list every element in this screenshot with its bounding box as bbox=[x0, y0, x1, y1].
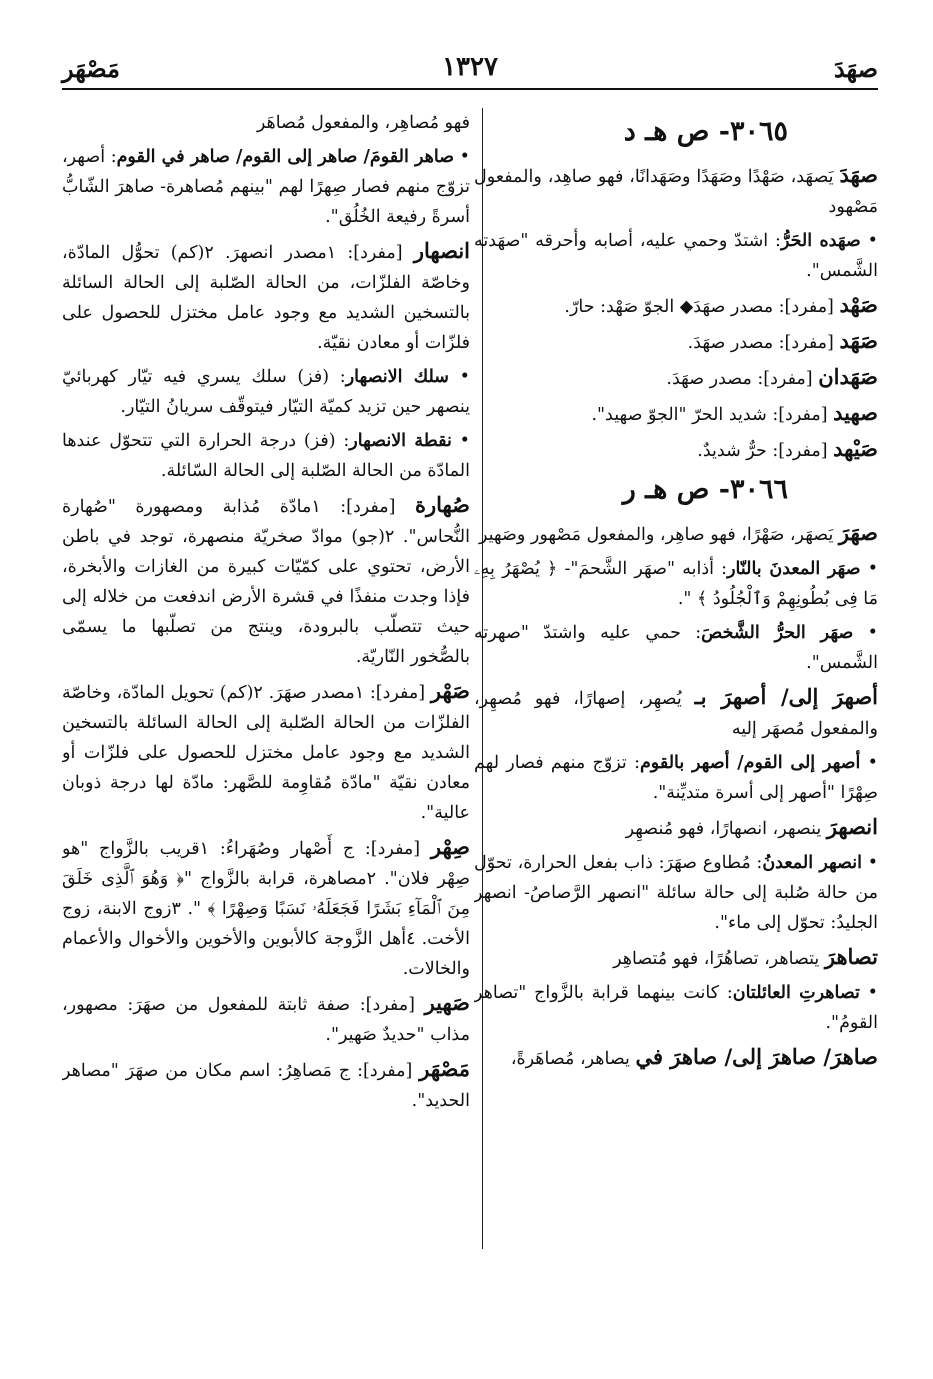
sense-phrase: سلك الانصهار bbox=[345, 367, 449, 387]
entry-sahad bbox=[474, 326, 878, 358]
entry-sayhad bbox=[474, 434, 878, 466]
definition: [مفرد]: شديد الحرّ "الجوّ صهيد". bbox=[591, 405, 834, 425]
sense-phrase: صاهر القومَ/ صاهر إلى القوم/ صاهر في القوم bbox=[116, 147, 455, 167]
headword: أصهرَ إلى/ أصهرَ بـ bbox=[694, 684, 878, 709]
root-heading-3065: ٣٠٦٥- ص هـ د bbox=[623, 116, 788, 147]
sense bbox=[62, 426, 470, 486]
headword: صَهْد bbox=[839, 292, 878, 317]
bullet: • bbox=[454, 147, 470, 167]
bullet: • bbox=[448, 367, 470, 387]
right-column bbox=[474, 108, 878, 1309]
headword: انصهار bbox=[413, 238, 470, 263]
entry-sahr bbox=[62, 676, 470, 828]
headword: صَهَدان bbox=[818, 364, 878, 389]
entry-continuation bbox=[62, 108, 470, 138]
sense-text: : أصهر، تزوّج منهم فصار صِهرًا لهم "بينهم مُصاهرة- صاهرَ الشّابُّ أسرةً رفيعة الخُلُق". bbox=[62, 147, 470, 227]
sense bbox=[474, 554, 878, 614]
sense-phrase: صهَر الحرُّ الشَّخصَ bbox=[701, 623, 854, 643]
definition: ينصهر، انصهارًا، فهو مُنصهِر bbox=[625, 819, 827, 839]
entry-sahadan bbox=[474, 362, 878, 394]
sense-text: : مُطاوع صهَرَ: ذاب بفعل الحرارة، تحوّل من حالة صُلبة إلى حالة سائلة "انصهر الرَّصاصُ- انصهر الجليدُ: تحوّل إلى ماء". bbox=[474, 853, 878, 933]
entry-tasahara bbox=[474, 942, 878, 974]
headword: صُهارة bbox=[414, 492, 470, 517]
definition: [مفرد]: حرٌّ شديدٌ. bbox=[697, 441, 834, 461]
sense bbox=[474, 226, 878, 286]
sense-phrase: صهَده الحَرُّ bbox=[780, 231, 861, 251]
bullet: • bbox=[859, 983, 878, 1003]
definition: يَصهَر، صَهْرًا، فهو صاهِر، والمفعول مَصْهور وصَهير bbox=[479, 525, 839, 545]
sense bbox=[62, 142, 470, 232]
entry-sahir bbox=[62, 988, 470, 1050]
bullet: • bbox=[853, 623, 878, 643]
bullet: • bbox=[860, 753, 878, 773]
headword: صِهْر bbox=[430, 834, 470, 859]
definition: [مفرد]: ١مصدر صهَرَ. ٢(كم) تحويل المادّة، وخاصّة الفلزّات من الحالة الصّلبة إلى الحالة السائلة بالتسخين الشديد مع وجود عامل مختزل للحصول على فلزّات أو معادن نقيّة "مادّة مُقاوِمة للصَّهر: مادّة لها درجة ذوبان عالية". bbox=[62, 683, 470, 823]
sense-text: : حمي عليه واشتدّ "صهرته الشَّمس". bbox=[474, 623, 878, 673]
definition: [مفرد]: ١مادّة مُذابة ومصهورة "صُهارة النُّحاس". ٢(جو) موادّ صخريّة منصهرة، توجد في باطن الأرض، تحتوي على كمّيّات كبيرة من الغازات والأبخرة، فإذا وجدت منفذًا في قشرة الأرض اندفعت من خلاله إلى حيث تتصلّب بالبرودة، وينتج من تصلّبها ما يسمّى بالصُّخور النّاريّة. bbox=[62, 497, 470, 667]
definition: [مفرد]: ج أَصْهار وصُهَراءُ: ١قريب بالزَّواج "هو صِهْر فلان". ٢مصاهرة، قرابة بالزَّواج "﴿ وَهُوَ ٱلَّذِى خَلَقَ مِنَ ٱلْمَآءِ بَشَرًا فَجَعَلَهُۥ نَسَبًا وَصِهْرًا ﴾ ". ٣زوج الابنة، زوج الأخت. ٤أهل الزَّوجة كالأبوين والأخوين والأخوال والأعمام والخالات. bbox=[62, 839, 470, 979]
headword: صَيْهد bbox=[833, 436, 878, 461]
entry-sahada-verb bbox=[474, 160, 878, 222]
sense-text: : اشتدّ وحمي عليه، أصابه وأحرقه "صهَدته الشَّمس". bbox=[474, 231, 878, 281]
headword: صهَدَ bbox=[839, 162, 878, 187]
running-head-first-word: صهَدَ bbox=[833, 54, 878, 83]
definition: يُصهِر، إصهارًا، فهو مُصهِر، والمفعول مُصهَر إليه bbox=[474, 689, 878, 739]
sense-text: : كانت بينهما قرابة بالزَّواج "تصاهر القومُ". bbox=[474, 983, 878, 1033]
definition: [مفرد]: مصدر صهَدَ◆ الجوّ صَهْد: حارّ. bbox=[564, 297, 840, 317]
page-number: ١٣٢٧ bbox=[442, 52, 498, 82]
bullet: • bbox=[860, 559, 878, 579]
left-column bbox=[62, 108, 470, 1309]
entry-sahara-verb bbox=[474, 518, 878, 550]
headword: صَهير bbox=[424, 990, 470, 1015]
sense bbox=[62, 362, 470, 422]
headword: مَصْهَر bbox=[419, 1056, 470, 1081]
entry-ashara bbox=[474, 682, 878, 744]
definition: يَصهَد، صَهْدًا وصَهَدًا وصَهَدانًا، فهو صاهِد، والمفعول مَصْهود bbox=[474, 167, 878, 217]
sense-phrase: انصهر المعدنُ bbox=[762, 853, 862, 873]
entry-sahara-musahara bbox=[474, 1042, 878, 1074]
root-heading-3066: ٣٠٦٦- ص هـ ر bbox=[622, 474, 788, 505]
definition: [مفرد]: مصدر صهَدَ. bbox=[687, 333, 840, 353]
page-header bbox=[62, 52, 878, 90]
definition: يصاهر، مُصاهَرةً، bbox=[510, 1049, 636, 1069]
entry-suhara bbox=[62, 490, 470, 672]
entry-sihr bbox=[62, 832, 470, 984]
definition: يتصاهر، تصاهُرًا، فهو مُتصاهِر bbox=[613, 949, 825, 969]
sense-text: : تزوّج منهم فصار لهم صِهْرًا "أصهر إلى أسرة متديِّنة". bbox=[474, 753, 878, 803]
bullet: • bbox=[861, 853, 878, 873]
headword: صاهرَ/ صاهرَ إلى/ صاهرَ في bbox=[635, 1044, 878, 1069]
headword: صهَرَ bbox=[838, 520, 878, 545]
sense-phrase: تصاهرتِ العائلتان bbox=[732, 983, 860, 1003]
entry-mashar bbox=[62, 1054, 470, 1116]
sense bbox=[474, 748, 878, 808]
sense-phrase: صهَر المعدنَ بالنّار bbox=[727, 559, 861, 579]
sense bbox=[474, 848, 878, 938]
definition: [مفرد]: ١مصدر انصهرَ. ٢(كم) تحوُّل المادّة، وخاصّة الفلزّات، من الحالة الصّلبة إلى الحالة السائلة بالتسخين الشديد مع وجود عامل مختزل للحصول على فلزّات أو معادن نقيّة. bbox=[62, 243, 470, 353]
sense bbox=[474, 618, 878, 678]
headword: صَهْر bbox=[430, 678, 470, 703]
entry-insihar bbox=[62, 236, 470, 358]
bullet: • bbox=[451, 431, 470, 451]
entry-insahara bbox=[474, 812, 878, 844]
continuation-text: فهو مُصاهِر، والمفعول مُصاهَر bbox=[256, 113, 470, 133]
sense-text: : (فز) درجة الحرارة التي تتحوّل عندها المادّة من الحالة الصّلبة إلى الحالة السّائلة. bbox=[62, 431, 470, 481]
entry-sahid bbox=[474, 398, 878, 430]
headword: تصاهرَ bbox=[824, 944, 878, 969]
bullet: • bbox=[860, 231, 878, 251]
headword: صَهَد bbox=[839, 328, 878, 353]
sense bbox=[474, 978, 878, 1038]
definition: [مفرد]: ج مَصاهِرُ: اسم مكان من صهَرَ "مصاهر الحديد". bbox=[62, 1061, 470, 1111]
sense-phrase: أصهر إلى القوم/ أصهر بالقوم bbox=[639, 753, 861, 773]
entry-sahd bbox=[474, 290, 878, 322]
definition: [مفرد]: صفة ثابتة للمفعول من صهَرَ: مصهور، مذاب "حديدٌ صَهير". bbox=[62, 995, 470, 1045]
sense-phrase: نقطة الانصهار bbox=[349, 431, 452, 451]
headword: انصهرَ bbox=[826, 814, 878, 839]
running-head-last-word: مَصْهَر bbox=[62, 54, 120, 83]
sense-text: : (فز) سلك يسري فيه تيّار كهربائيّ ينصهر حين تزيد كميّة التيّار فيتوقّف سريانُ التيّار. bbox=[62, 367, 470, 417]
sense-text: : أذابه "صهَر الشَّحمَ"- ﴿ يُصْهَرُ بِهِۦ مَا فِى بُطُونِهِمْ وَٱلْجُلُودُ ﴾ ". bbox=[474, 559, 878, 609]
headword: صهيد bbox=[833, 400, 878, 425]
definition: [مفرد]: مصدر صهَدَ. bbox=[666, 369, 819, 389]
